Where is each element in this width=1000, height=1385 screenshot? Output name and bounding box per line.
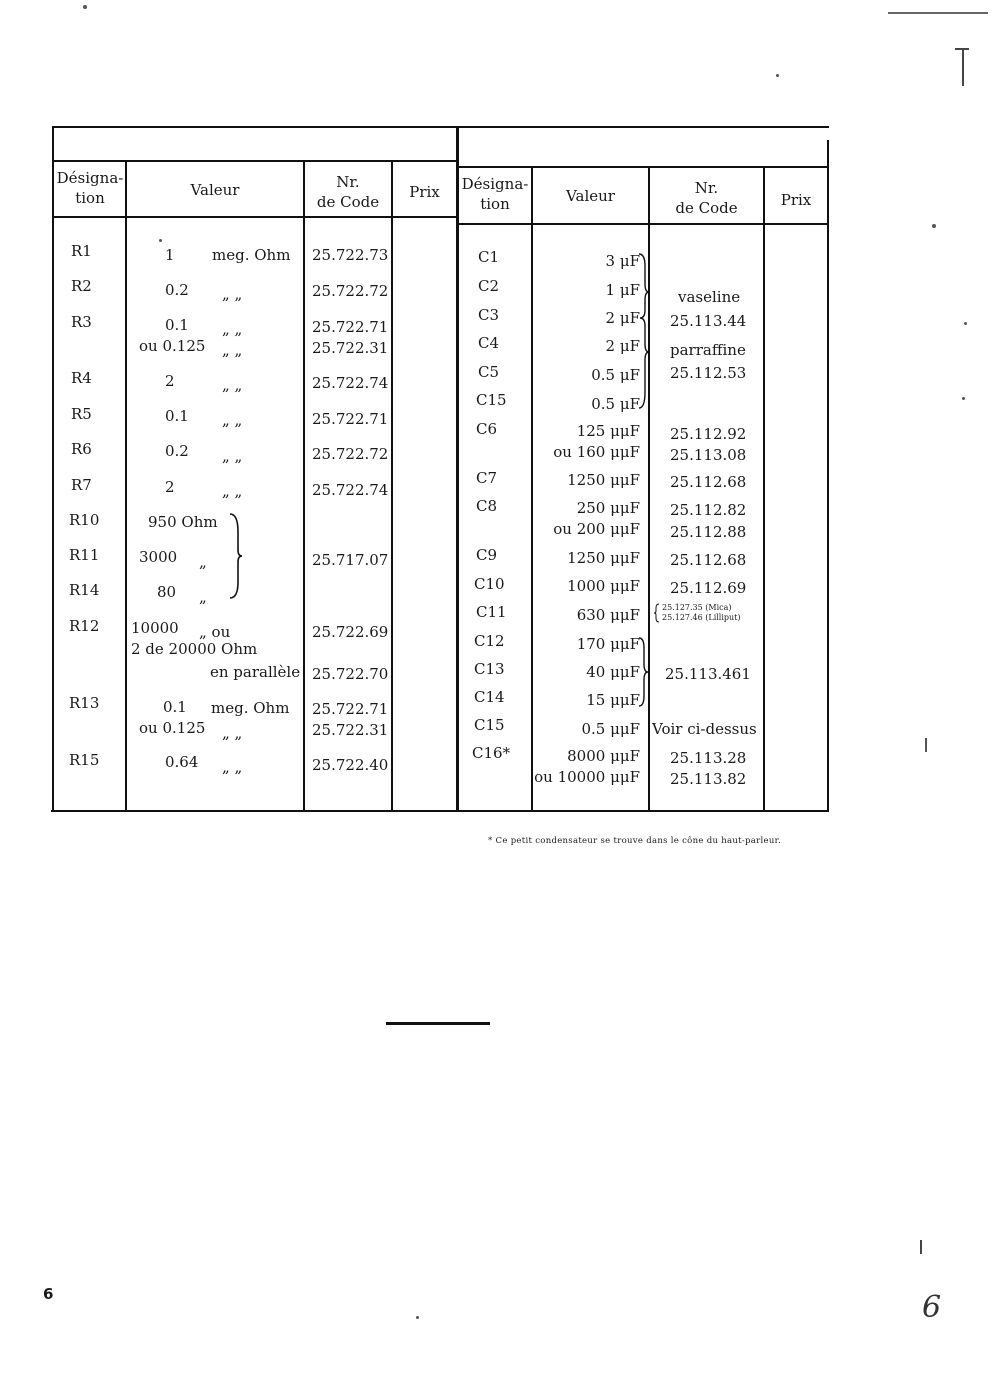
code-cell: 25.112.69: [670, 579, 747, 597]
header-code-line2: de Code: [675, 199, 738, 217]
scan-mark: [962, 50, 964, 86]
value-cell: 8000 μμF: [567, 747, 640, 765]
designation-cell: R2: [71, 277, 92, 295]
table-top-border: [53, 126, 829, 128]
value-cell: 2 de 20000 Ohm: [131, 640, 258, 658]
header-designation-line1: Désigna-: [56, 169, 124, 187]
value-cell: 0.64: [165, 753, 199, 771]
code-cell: 25.722.71: [312, 318, 389, 336]
value-cell: 250 μμF: [576, 499, 640, 517]
code-cell: 25.722.72: [312, 445, 389, 463]
designation-cell: C3: [478, 306, 500, 324]
unit-cell: „ „: [222, 376, 243, 394]
designation-cell: C1: [478, 248, 500, 266]
scan-speck: [416, 1316, 419, 1319]
code-cell: 25.722.71: [312, 410, 389, 428]
value-cell: 0.1: [165, 316, 189, 334]
table-header-top-border: [53, 160, 457, 162]
value-cell: 170 μμF: [576, 635, 640, 653]
grouping-brace: [637, 636, 649, 708]
code-cell: 25.112.88: [670, 523, 747, 541]
value-cell: ou 200 μμF: [553, 520, 640, 538]
value-cell: 3 μF: [605, 252, 640, 270]
value-cell: 2: [165, 372, 175, 390]
unit-cell: „ „: [222, 724, 243, 742]
header-designation: [55, 168, 125, 208]
header-designation-line2: tion: [75, 189, 105, 207]
value-cell: 0.1: [163, 698, 187, 716]
designation-cell: C11: [476, 603, 507, 621]
designation-cell: C10: [474, 575, 505, 593]
code-cell: 25.722.69: [312, 623, 389, 641]
value-cell: ou 0.125: [139, 719, 206, 737]
code-cell: 25.112.68: [670, 473, 747, 491]
code-cell: 25.717.07: [312, 551, 389, 569]
designation-cell: C13: [474, 660, 505, 678]
value-cell: 3000: [139, 548, 178, 566]
designation-cell: R11: [69, 546, 100, 564]
designation-cell: R6: [71, 440, 92, 458]
designation-cell: R4: [71, 369, 92, 387]
value-cell: 0.2: [165, 281, 189, 299]
code-cell: 25.722.72: [312, 282, 389, 300]
value-cell: 630 μμF: [576, 606, 640, 624]
value-cell: 0.5 μF: [591, 395, 640, 413]
handwritten-page-number: 6: [922, 1290, 942, 1325]
table-left-border: [52, 126, 54, 812]
value-cell: 1250 μμF: [567, 471, 640, 489]
value-cell: 950 Ohm: [148, 513, 218, 531]
code-cell: 25.722.31: [312, 339, 389, 357]
table-bottom-border: [51, 810, 827, 812]
header-valeur: Valeur: [190, 181, 240, 199]
header-designation-line2: tion: [480, 195, 510, 213]
unit-cell: „: [199, 588, 207, 606]
designation-cell: R12: [69, 617, 100, 635]
scan-mark: [920, 1240, 922, 1254]
code-cell: 25.722.74: [312, 481, 389, 499]
table-header-top-border-right: [459, 166, 829, 168]
scan-mark: [925, 738, 927, 752]
code-cell: 25.722.31: [312, 721, 389, 739]
designation-cell: C5: [478, 363, 500, 381]
scan-mark: [888, 12, 988, 14]
grouping-brace: [228, 512, 244, 600]
value-cell: en parallèle: [210, 663, 301, 681]
unit-cell: „ „: [222, 447, 243, 465]
col-divider: [303, 160, 305, 810]
designation-cell: R7: [71, 476, 92, 494]
value-cell: 2 μF: [605, 337, 640, 355]
code-cell: 25.112.82: [670, 501, 747, 519]
code-cell-lilliput: 25.127.46 (Lilliput): [662, 613, 741, 622]
grouping-brace: [637, 252, 651, 410]
designation-cell: C4: [478, 334, 500, 352]
header-code: [649, 178, 764, 218]
code-cell-mica: 25.127.35 (Mica): [662, 603, 732, 612]
code-cell: 25.112.68: [670, 551, 747, 569]
designation-cell: C16*: [472, 744, 511, 762]
designation-cell: C6: [476, 420, 498, 438]
unit-cell: meg. Ohm: [211, 699, 290, 717]
code-cell: 25.112.53: [670, 364, 747, 382]
scan-speck: [776, 74, 779, 77]
value-cell: ou 10000 μμF: [534, 768, 640, 786]
col-divider: [125, 160, 127, 810]
value-cell: 10000: [131, 619, 179, 637]
value-cell: 15 μμF: [586, 691, 640, 709]
code-cell: 25.722.70: [312, 665, 389, 683]
col-divider: [763, 166, 765, 810]
designation-cell: R1: [71, 242, 92, 260]
value-cell: 2 μF: [605, 309, 640, 327]
header-code-line2: de Code: [316, 193, 380, 211]
value-cell: 0.1: [165, 407, 189, 425]
unit-cell: „ „: [222, 482, 243, 500]
value-cell: 40 μμF: [586, 663, 640, 681]
code-cell: 25.722.73: [312, 246, 389, 264]
value-cell: 125 μμF: [576, 422, 640, 440]
code-cell: 25.112.92: [670, 425, 747, 443]
unit-cell: „: [199, 553, 207, 571]
designation-cell: R10: [69, 511, 100, 529]
designation-cell: C2: [478, 277, 500, 295]
code-cell: 25.113.461: [665, 665, 751, 683]
scan-speck: [962, 397, 965, 400]
unit-cell: „ ou: [199, 623, 231, 641]
unit-cell: „ „: [222, 758, 243, 776]
code-cell: 25.722.40: [312, 756, 389, 774]
code-cell: 25.113.82: [670, 770, 747, 788]
scan-speck: [932, 224, 936, 228]
unit-cell: „ „: [222, 411, 243, 429]
header-valeur: Valeur: [566, 187, 615, 205]
value-cell: ou 160 μμF: [553, 443, 640, 461]
value-cell: 1 μF: [605, 281, 640, 299]
code-cell: 25.113.08: [670, 446, 747, 464]
header-code: [304, 172, 392, 212]
designation-cell: R15: [69, 751, 100, 769]
table-header-bottom-border: [53, 216, 457, 218]
designation-cell: C7: [476, 469, 498, 487]
unit-cell: meg. Ohm: [212, 246, 291, 264]
value-cell: 1: [165, 246, 175, 264]
unit-cell: „ „: [222, 285, 243, 303]
scan-speck: [83, 5, 87, 9]
designation-cell: C12: [474, 632, 505, 650]
value-cell: 1000 μμF: [567, 577, 640, 595]
code-cell: vaseline: [678, 288, 741, 306]
designation-cell: R5: [71, 405, 92, 423]
code-cell: 25.113.44: [670, 312, 747, 330]
designation-cell: C8: [476, 497, 498, 515]
value-cell: 1250 μμF: [567, 549, 640, 567]
scan-mark: [955, 48, 969, 50]
table-header-bottom-border-right: [459, 223, 829, 225]
table-right-border: [827, 140, 829, 812]
designation-cell: C15: [474, 716, 505, 734]
scan-speck: [964, 322, 967, 325]
table-center-divider: [456, 126, 459, 812]
header-prix: Prix: [409, 183, 440, 201]
code-cell: Voir ci-dessus: [652, 720, 757, 738]
designation-cell: C15: [476, 391, 507, 409]
value-cell: 0.2: [165, 442, 189, 460]
header-designation: [458, 174, 532, 214]
code-cell: parraffine: [670, 341, 746, 359]
designation-cell: R13: [69, 694, 100, 712]
code-cell: 25.113.28: [670, 749, 747, 767]
value-cell: 0.5 μF: [591, 366, 640, 384]
header-code-line1: Nr.: [694, 179, 719, 197]
grouping-brace: [653, 603, 661, 623]
value-cell: 80: [157, 583, 177, 601]
code-cell: 25.722.74: [312, 374, 389, 392]
designation-cell: R3: [71, 313, 92, 331]
header-code-line1: Nr.: [336, 173, 360, 191]
code-cell: 25.722.71: [312, 700, 389, 718]
value-cell: 2: [165, 478, 175, 496]
footnote: * Ce petit condensateur se trouve dans le cône du haut-parleur.: [488, 836, 782, 846]
page-number: 6: [43, 1285, 54, 1303]
value-cell: ou 0.125: [139, 337, 206, 355]
value-cell: 0.5 μμF: [581, 720, 640, 738]
section-rule: [386, 1022, 490, 1025]
scan-speck: [159, 239, 162, 242]
unit-cell: „ „: [222, 341, 243, 359]
unit-cell: „ „: [222, 320, 243, 338]
designation-cell: C14: [474, 688, 505, 706]
header-prix: Prix: [780, 191, 812, 209]
designation-cell: C9: [476, 546, 498, 564]
col-divider: [391, 160, 393, 810]
designation-cell: R14: [69, 581, 100, 599]
header-designation-line1: Désigna-: [461, 175, 529, 193]
